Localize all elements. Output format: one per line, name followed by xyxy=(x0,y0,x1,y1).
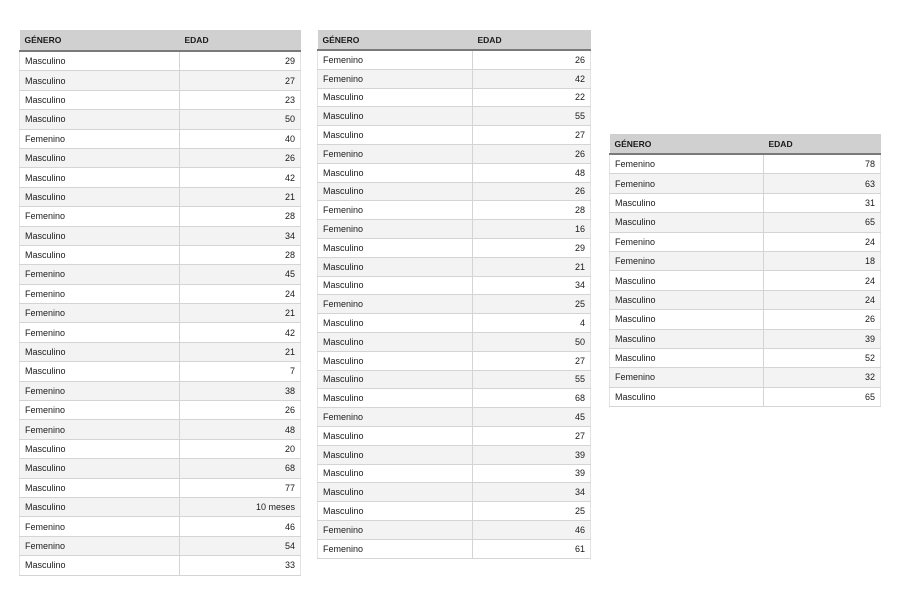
cell-edad: 26 xyxy=(473,50,591,69)
cell-edad: 61 xyxy=(473,539,591,558)
column-header-edad: EDAD xyxy=(764,134,881,154)
table-row xyxy=(318,502,591,521)
cell-edad: 28 xyxy=(180,245,301,264)
cell-genero: Femenino xyxy=(318,201,473,220)
table-row xyxy=(318,408,591,427)
cell-genero: Masculino xyxy=(20,478,180,497)
column-header-edad: EDAD xyxy=(180,30,301,51)
cell-edad: 46 xyxy=(473,520,591,539)
cell-genero: Masculino xyxy=(20,71,180,90)
cell-genero: Femenino xyxy=(20,381,180,400)
cell-edad: 21 xyxy=(473,257,591,276)
table-row xyxy=(20,90,301,109)
cell-edad: 48 xyxy=(473,163,591,182)
table-row xyxy=(20,381,301,400)
cell-genero: Masculino xyxy=(20,497,180,516)
cell-edad: 21 xyxy=(180,187,301,206)
table-row xyxy=(318,257,591,276)
cell-genero: Femenino xyxy=(20,401,180,420)
cell-edad: 7 xyxy=(180,362,301,381)
table-row xyxy=(20,439,301,458)
cell-edad: 77 xyxy=(180,478,301,497)
cell-genero: Femenino xyxy=(318,408,473,427)
cell-genero: Masculino xyxy=(318,163,473,182)
cell-edad: 24 xyxy=(764,290,881,309)
cell-genero: Masculino xyxy=(610,271,764,290)
table-row xyxy=(20,129,301,148)
cell-genero: Masculino xyxy=(20,556,180,575)
table-row xyxy=(20,342,301,361)
cell-genero: Masculino xyxy=(20,110,180,129)
cell-genero: Masculino xyxy=(20,362,180,381)
cell-edad: 24 xyxy=(764,271,881,290)
cell-edad: 63 xyxy=(764,174,881,193)
table-row xyxy=(20,459,301,478)
cell-edad: 10 meses xyxy=(180,497,301,516)
table-header-row xyxy=(318,30,591,50)
cell-edad: 45 xyxy=(473,408,591,427)
cell-edad: 42 xyxy=(180,323,301,342)
cell-genero: Masculino xyxy=(20,187,180,206)
cell-edad: 26 xyxy=(764,310,881,329)
table-row xyxy=(318,295,591,314)
cell-genero: Masculino xyxy=(20,342,180,361)
cell-edad: 23 xyxy=(180,90,301,109)
cell-edad: 24 xyxy=(764,232,881,251)
cell-edad: 21 xyxy=(180,304,301,323)
cell-edad: 50 xyxy=(180,110,301,129)
cell-genero: Masculino xyxy=(318,257,473,276)
cell-edad: 34 xyxy=(180,226,301,245)
cell-genero: Femenino xyxy=(20,207,180,226)
cell-edad: 39 xyxy=(764,329,881,348)
cell-genero: Femenino xyxy=(20,517,180,536)
cell-genero: Masculino xyxy=(318,464,473,483)
table-row xyxy=(20,304,301,323)
column-header-genero: GÉNERO xyxy=(610,134,764,154)
table-row xyxy=(318,69,591,88)
cell-edad: 52 xyxy=(764,348,881,367)
cell-genero: Masculino xyxy=(318,370,473,389)
data-table-2 xyxy=(317,30,591,559)
cell-edad: 27 xyxy=(180,71,301,90)
cell-genero: Femenino xyxy=(610,251,764,270)
table-row xyxy=(318,520,591,539)
table-row xyxy=(318,351,591,370)
cell-genero: Masculino xyxy=(610,348,764,367)
table-row xyxy=(20,71,301,90)
table-row xyxy=(318,464,591,483)
table-row xyxy=(610,290,881,309)
table-row xyxy=(20,478,301,497)
cell-edad: 22 xyxy=(473,88,591,107)
cell-genero: Masculino xyxy=(610,329,764,348)
table-row xyxy=(20,148,301,167)
column-header-edad: EDAD xyxy=(473,30,591,50)
cell-edad: 46 xyxy=(180,517,301,536)
cell-genero: Masculino xyxy=(20,245,180,264)
cell-genero: Femenino xyxy=(610,154,764,174)
cell-edad: 68 xyxy=(180,459,301,478)
cell-genero: Masculino xyxy=(318,426,473,445)
cell-edad: 48 xyxy=(180,420,301,439)
cell-edad: 26 xyxy=(473,144,591,163)
cell-edad: 31 xyxy=(764,193,881,212)
column-header-genero: GÉNERO xyxy=(318,30,473,50)
cell-genero: Masculino xyxy=(20,90,180,109)
cell-genero: Masculino xyxy=(318,483,473,502)
cell-genero: Femenino xyxy=(318,69,473,88)
table-row xyxy=(20,51,301,71)
table-row xyxy=(318,389,591,408)
cell-edad: 78 xyxy=(764,154,881,174)
table-row xyxy=(318,50,591,69)
cell-genero: Femenino xyxy=(20,323,180,342)
cell-genero: Femenino xyxy=(20,420,180,439)
cell-edad: 27 xyxy=(473,126,591,145)
cell-edad: 39 xyxy=(473,445,591,464)
cell-genero: Masculino xyxy=(318,88,473,107)
cell-edad: 45 xyxy=(180,265,301,284)
table-header-row xyxy=(610,134,881,154)
cell-genero: Femenino xyxy=(20,284,180,303)
cell-genero: Femenino xyxy=(318,539,473,558)
cell-genero: Masculino xyxy=(20,148,180,167)
table-row xyxy=(610,368,881,387)
cell-genero: Masculino xyxy=(318,126,473,145)
table-row xyxy=(318,220,591,239)
cell-genero: Femenino xyxy=(318,220,473,239)
table-row xyxy=(20,265,301,284)
table-row xyxy=(610,232,881,251)
cell-edad: 24 xyxy=(180,284,301,303)
cell-genero: Femenino xyxy=(318,295,473,314)
cell-edad: 26 xyxy=(180,401,301,420)
table-row xyxy=(20,284,301,303)
cell-genero: Masculino xyxy=(318,276,473,295)
cell-genero: Masculino xyxy=(610,193,764,212)
table-row xyxy=(20,401,301,420)
table-row xyxy=(318,182,591,201)
cell-genero: Masculino xyxy=(318,314,473,333)
cell-edad: 42 xyxy=(473,69,591,88)
table-row xyxy=(318,201,591,220)
cell-edad: 39 xyxy=(473,464,591,483)
table-row xyxy=(318,332,591,351)
cell-genero: Femenino xyxy=(20,129,180,148)
table-row xyxy=(318,163,591,182)
table-row xyxy=(610,193,881,212)
cell-edad: 34 xyxy=(473,483,591,502)
table-row xyxy=(318,483,591,502)
cell-genero: Masculino xyxy=(20,459,180,478)
cell-edad: 65 xyxy=(764,387,881,406)
table-row xyxy=(20,110,301,129)
cell-genero: Femenino xyxy=(610,232,764,251)
table-row xyxy=(610,329,881,348)
cell-edad: 34 xyxy=(473,276,591,295)
cell-edad: 26 xyxy=(180,148,301,167)
cell-genero: Masculino xyxy=(610,387,764,406)
table-row xyxy=(20,226,301,245)
table-row xyxy=(610,213,881,232)
table-row xyxy=(318,88,591,107)
cell-edad: 27 xyxy=(473,426,591,445)
cell-genero: Masculino xyxy=(318,238,473,257)
table-row xyxy=(610,251,881,270)
cell-edad: 18 xyxy=(764,251,881,270)
table-row xyxy=(610,154,881,174)
cell-edad: 55 xyxy=(473,370,591,389)
cell-genero: Masculino xyxy=(318,502,473,521)
table-row xyxy=(20,420,301,439)
table-row xyxy=(318,126,591,145)
cell-edad: 16 xyxy=(473,220,591,239)
table-row xyxy=(610,174,881,193)
table-row xyxy=(20,497,301,516)
table-row xyxy=(318,445,591,464)
cell-genero: Masculino xyxy=(318,351,473,370)
cell-genero: Masculino xyxy=(318,332,473,351)
table-row xyxy=(318,370,591,389)
cell-genero: Masculino xyxy=(318,182,473,201)
cell-edad: 28 xyxy=(180,207,301,226)
table-row xyxy=(610,348,881,367)
cell-edad: 29 xyxy=(180,51,301,71)
table-row xyxy=(318,539,591,558)
cell-edad: 21 xyxy=(180,342,301,361)
table-row xyxy=(318,144,591,163)
table-row xyxy=(318,426,591,445)
cell-genero: Masculino xyxy=(318,389,473,408)
cell-genero: Masculino xyxy=(318,445,473,464)
table-row xyxy=(20,323,301,342)
table-row xyxy=(318,238,591,257)
table-row xyxy=(20,207,301,226)
cell-edad: 29 xyxy=(473,238,591,257)
cell-edad: 42 xyxy=(180,168,301,187)
table-row xyxy=(318,314,591,333)
cell-edad: 54 xyxy=(180,536,301,555)
table-row xyxy=(610,271,881,290)
table-row xyxy=(20,187,301,206)
cell-edad: 28 xyxy=(473,201,591,220)
cell-genero: Femenino xyxy=(318,520,473,539)
cell-genero: Masculino xyxy=(20,226,180,245)
cell-edad: 68 xyxy=(473,389,591,408)
cell-genero: Femenino xyxy=(610,174,764,193)
cell-edad: 40 xyxy=(180,129,301,148)
cell-genero: Masculino xyxy=(610,310,764,329)
cell-genero: Femenino xyxy=(318,50,473,69)
table-row xyxy=(318,276,591,295)
cell-genero: Masculino xyxy=(20,439,180,458)
cell-edad: 38 xyxy=(180,381,301,400)
cell-genero: Masculino xyxy=(610,290,764,309)
column-header-genero: GÉNERO xyxy=(20,30,180,51)
cell-edad: 65 xyxy=(764,213,881,232)
cell-genero: Femenino xyxy=(20,536,180,555)
cell-edad: 33 xyxy=(180,556,301,575)
cell-edad: 25 xyxy=(473,502,591,521)
table-row xyxy=(610,387,881,406)
cell-genero: Masculino xyxy=(20,168,180,187)
table-row xyxy=(20,245,301,264)
table-row xyxy=(20,556,301,575)
data-table-3 xyxy=(609,134,881,407)
cell-genero: Masculino xyxy=(20,51,180,71)
table-row xyxy=(610,310,881,329)
cell-genero: Femenino xyxy=(610,368,764,387)
cell-edad: 27 xyxy=(473,351,591,370)
cell-genero: Femenino xyxy=(318,144,473,163)
table-row xyxy=(20,362,301,381)
table-row xyxy=(20,168,301,187)
cell-edad: 50 xyxy=(473,332,591,351)
table-row xyxy=(20,536,301,555)
cell-edad: 4 xyxy=(473,314,591,333)
cell-genero: Masculino xyxy=(610,213,764,232)
cell-genero: Masculino xyxy=(318,107,473,126)
table-header-row xyxy=(20,30,301,51)
cell-genero: Femenino xyxy=(20,304,180,323)
cell-genero: Femenino xyxy=(20,265,180,284)
cell-edad: 32 xyxy=(764,368,881,387)
table-row xyxy=(318,107,591,126)
cell-edad: 55 xyxy=(473,107,591,126)
cell-edad: 25 xyxy=(473,295,591,314)
table-row xyxy=(20,517,301,536)
cell-edad: 26 xyxy=(473,182,591,201)
data-table-1 xyxy=(19,30,301,576)
cell-edad: 20 xyxy=(180,439,301,458)
